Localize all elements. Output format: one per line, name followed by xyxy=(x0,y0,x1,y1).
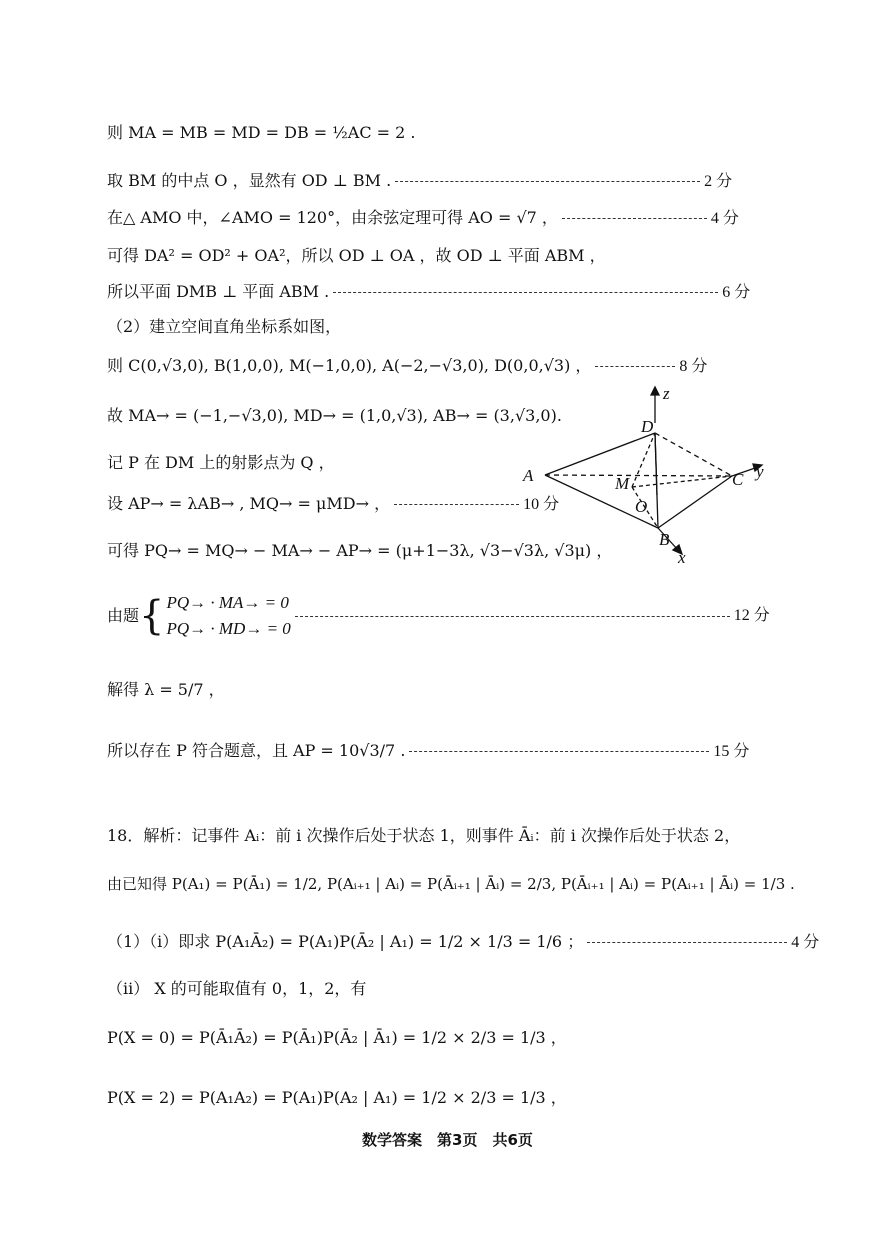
line-20 xyxy=(107,1087,567,1109)
score-15: 15 分 xyxy=(713,743,750,760)
score-4: 4 分 xyxy=(710,210,739,227)
score-10: 10 分 xyxy=(523,496,560,513)
label-D: D xyxy=(641,417,654,436)
label-z: z xyxy=(663,385,670,403)
label-y: y xyxy=(756,462,764,481)
line-1-text: 则 MA = MB = MD = DB = ½AC = 2 . xyxy=(107,123,416,142)
line-9-text: 记 P 在 DM 上的射影点为 Q ， xyxy=(107,453,335,472)
score-2: 2 分 xyxy=(704,173,733,190)
equation-2: PQ→ · MD→ = 0 xyxy=(166,619,291,638)
geometry-figure xyxy=(510,385,780,565)
line-19 xyxy=(107,1027,567,1049)
line-6 xyxy=(107,316,341,338)
line-9 xyxy=(107,452,335,474)
brace-icon: { xyxy=(139,593,165,639)
line-17 xyxy=(107,931,819,954)
line-1 xyxy=(107,122,416,144)
edge-AD xyxy=(545,433,655,475)
line-16 xyxy=(107,873,795,895)
line-17-text: （1）（i）即求 P(A₁Ā₂) = P(A₁)P(Ā₂ | A₁) = 1/2 × 1/3 = 1/6 ； xyxy=(107,932,584,951)
line-3-text: 在△ AMO 中，∠AMO = 120°，由余弦定理可得 AO = √7 ， xyxy=(107,208,558,227)
line-18-text: （ii） X 的可能取值有 0，1，2，有 xyxy=(107,979,367,998)
line-13-text: 解得 λ = 5/7 ， xyxy=(107,680,225,699)
edge-MC xyxy=(632,476,732,487)
line-14 xyxy=(107,740,749,763)
line-10 xyxy=(107,493,559,516)
label-O: O xyxy=(635,497,648,516)
equation-system xyxy=(166,590,290,642)
z-arrow xyxy=(651,387,659,395)
line-6-text: （2）建立空间直角坐标系如图， xyxy=(107,317,342,336)
line-3 xyxy=(107,207,739,230)
line-18 xyxy=(107,978,366,1000)
line-7 xyxy=(107,355,707,378)
line-2 xyxy=(107,170,732,193)
score-8: 8 分 xyxy=(679,358,708,375)
edge-DC xyxy=(655,433,732,476)
line-12-prefix: 由题 xyxy=(107,606,140,625)
line-13 xyxy=(107,679,225,701)
line-19-text: P(X = 0) = P(Ā₁Ā₂) = P(Ā₁)P(Ā₂ | Ā₁) = 1/2 × 2/3 = 1/3 ， xyxy=(107,1028,567,1047)
page-footer: 数学答案 第3页 共6页 xyxy=(362,1131,533,1149)
line-2-text: 取 BM 的中点 O ，显然有 OD ⊥ BM . xyxy=(107,171,392,190)
edge-BC xyxy=(658,476,732,528)
score-6: 6 分 xyxy=(722,284,751,301)
line-15-text: 18．解析：记事件 Aᵢ：前 i 次操作后处于状态 1，则事件 Āᵢ：前 i 次操作后处于状态 2， xyxy=(107,826,741,845)
line-12 xyxy=(107,590,770,642)
label-x: x xyxy=(678,548,686,565)
label-B: B xyxy=(659,530,670,549)
line-4-text: 可得 DA² = OD² + OA²，所以 OD ⊥ OA ，故 OD ⊥ 平面 ABM ， xyxy=(107,246,606,265)
equation-1: PQ→ · MA→ = 0 xyxy=(166,593,289,612)
line-10-text: 设 AP→ = λAB→ , MQ→ = μMD→ ， xyxy=(107,494,391,513)
line-4 xyxy=(107,245,606,267)
line-5-text: 所以平面 DMB ⊥ 平面 ABM . xyxy=(107,282,330,301)
label-C: C xyxy=(732,470,744,489)
line-20-text: P(X = 2) = P(A₁A₂) = P(A₁)P(A₂ | A₁) = 1/2 × 2/3 = 1/3 ， xyxy=(107,1088,567,1107)
line-7-text: 则 C(0,√3,0), B(1,0,0), M(−1,0,0), A(−2,−√3,0), D(0,0,√3) ， xyxy=(107,356,592,375)
label-M: M xyxy=(615,474,630,493)
line-5 xyxy=(107,281,750,304)
line-15 xyxy=(107,825,740,847)
line-8-text: 故 MA→ = (−1,−√3,0), MD→ = (1,0,√3), AB→ = (3,√3,0). xyxy=(107,406,562,425)
score-12: 12 分 xyxy=(733,607,770,624)
line-14-text: 所以存在 P 符合题意，且 AP = 10√3/7 . xyxy=(107,741,406,760)
edge-AC xyxy=(545,475,732,476)
edge-DO xyxy=(655,433,657,495)
score-4b: 4 分 xyxy=(791,934,820,951)
label-A: A xyxy=(523,466,534,485)
line-16-text: 由已知得 P(A₁) = P(Ā₁) = 1/2, P(Aᵢ₊₁ | Aᵢ) = P(Āᵢ₊₁ | Āᵢ) = 2/3, P(Āᵢ₊₁ | Aᵢ) = P(Aᵢ₊₁ | Āᵢ) = 1/3 . xyxy=(107,875,795,893)
line-8 xyxy=(107,405,562,427)
line-11-text: 可得 PQ→ = MQ→ − MA→ − AP→ = (μ+1−3λ, √3−√3λ, √3μ) ， xyxy=(107,541,613,560)
